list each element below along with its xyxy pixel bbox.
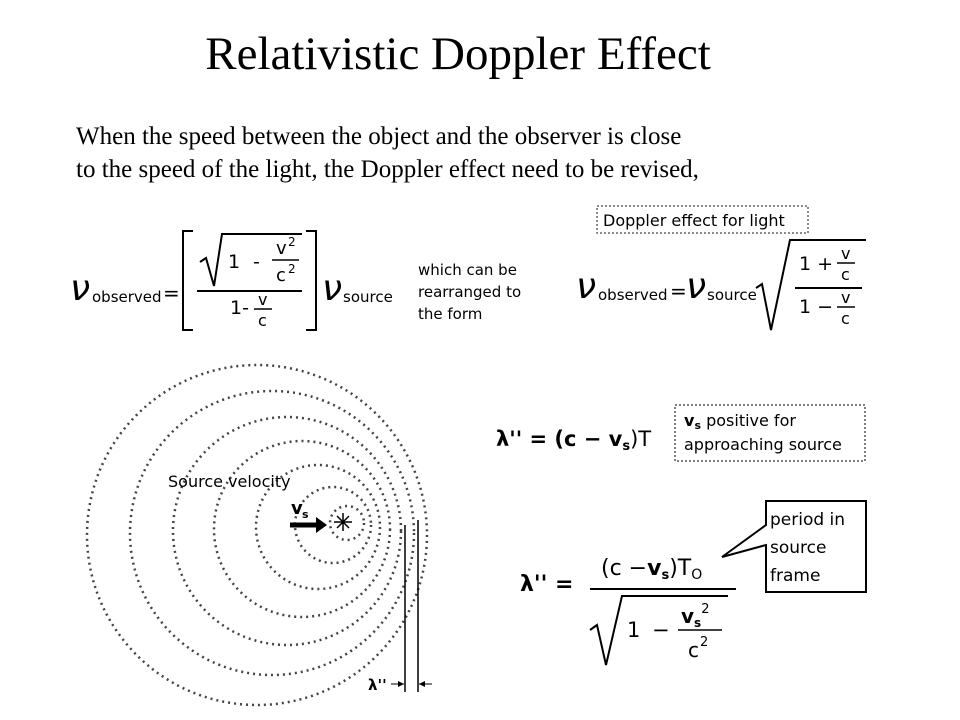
wavefront-circles [87,365,427,705]
nu-sub-source: source [343,288,393,306]
light-den-v: v [841,288,851,307]
equals-sign: = [163,281,180,305]
source-star-icon [334,513,352,531]
nu-sub-source-2: source [707,286,757,304]
callout-line-2: source [770,538,827,558]
nu-symbol-3: ν [576,266,597,307]
left-bracket [183,231,193,330]
eq2-vs: $v_s^2$ [681,602,710,630]
wavefront-3 [173,417,401,645]
formula-observed-frequency [70,231,393,330]
source-velocity-label: Source velocity [168,472,291,491]
note-line-1: which can be [418,261,517,279]
wavefront-diagram [87,365,432,705]
vs-note-line-1: vs positive for [684,411,796,432]
vs-positive-note [675,405,865,461]
eq2-one: 1 [627,618,641,642]
right-bracket [306,231,316,330]
den-one-minus: 1- [230,297,249,319]
eq2-c: c [688,638,699,662]
eq2-c-sup: 2 [700,635,709,650]
slide-title: Relativistic Doppler Effect [205,28,711,80]
num-minus: - [253,251,260,273]
num-c: c [276,265,286,286]
vs-label: v [291,498,303,519]
light-num-c: c [841,265,850,284]
eq-lambda-1 [496,427,651,454]
eq2-minus: − [652,618,670,642]
light-den-c: c [841,309,850,328]
intro-line-2: to the speed of the light, the Doppler effect need to be revised, [76,156,699,183]
light-num: 1 + [799,253,834,275]
note-line-3: the form [418,305,483,323]
nu-symbol-2: ν [322,268,343,309]
num-one: 1 [228,251,241,273]
nu-symbol: ν [70,268,91,309]
equals-sign-2: = [670,279,687,303]
eq2-numerator: (c −vs)TO [601,556,703,583]
den-c: c [258,311,267,330]
doppler-light-box [597,206,808,233]
note-line-2: rearranged to [418,283,522,301]
light-box-label: Doppler effect for light [603,211,785,230]
light-den: 1 − [799,296,834,318]
lambda-arrowhead-right [419,681,425,687]
wavefront-7 [330,506,364,540]
num-c-sup: 2 [288,262,296,276]
eq1-lhs: λ'' = (c − vs)T [496,427,652,454]
nu-symbol-4: ν [686,266,707,307]
lambda-label: λ'' [368,676,387,694]
vs-label-sub: s [302,508,309,521]
den-v: v [258,290,268,309]
callout-line-1: period in [770,510,846,530]
rearranged-note [418,261,521,323]
period-callout [722,501,866,592]
velocity-arrowhead [316,517,327,533]
eq-lambda-2 [520,556,736,665]
nu-sub-observed-2: observed [598,286,668,304]
vs-note-line-2: approaching source [684,435,842,454]
light-num-v: v [841,244,851,263]
callout-line-3: frame [770,566,821,586]
intro-line-1: When the speed between the object and the observer is close [76,123,682,150]
formula-light [576,240,866,330]
lambda-arrowhead-left [398,681,404,687]
num-v-sup: 2 [288,235,296,249]
nu-sub-observed: observed [92,288,162,306]
eq2-lhs: λ'' = [520,572,574,597]
wavefront-4 [214,441,390,617]
num-v: v [276,238,287,259]
